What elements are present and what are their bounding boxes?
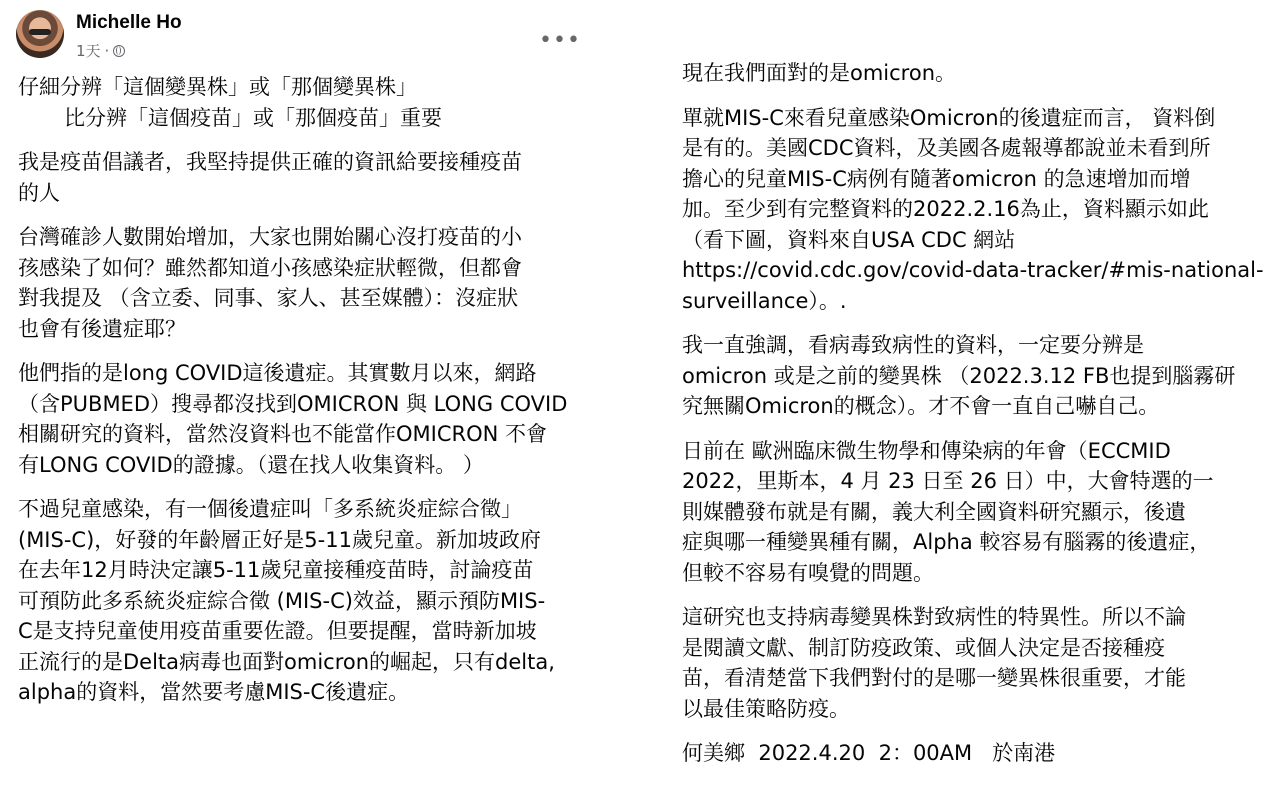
post-paragraph bbox=[682, 330, 1272, 422]
paragraph-line: C是支持兒童使用疫苗重要佐證。但要提醒，當時新加坡 bbox=[18, 619, 537, 643]
paragraph-line: 何美鄉 2022.4.20 2：00AM 於南港 bbox=[682, 741, 1056, 765]
paragraph-line: 症與哪一種變異種有關，Alpha 較容易有腦霧的後遺症， bbox=[682, 530, 1211, 554]
post-paragraph bbox=[18, 222, 614, 344]
paragraph-line: surveillance）。. bbox=[682, 288, 847, 313]
paragraph-line: 仔細分辨「這個變異株」或「那個變異株」 bbox=[18, 75, 417, 99]
paragraph-line: 台灣確診人數開始增加，大家也開始關心沒打疫苗的小 bbox=[18, 225, 522, 249]
post-paragraph bbox=[682, 738, 1272, 769]
post-meta bbox=[76, 40, 125, 61]
paragraph-line: 我一直強調，看病毒致病性的資料，一定要分辨是 bbox=[682, 333, 1144, 357]
paragraph-line: 我是疫苗倡議者，我堅持提供正確的資訊給要接種疫苗 bbox=[18, 150, 522, 174]
globe-icon bbox=[113, 45, 125, 57]
paragraph-line: 在去年12月時決定讓5-11歲兒童接種疫苗時，討論疫苗 bbox=[18, 558, 534, 582]
paragraph-line: （看下圖，資料來自USA CDC 網站 bbox=[682, 227, 1016, 252]
post-left-column bbox=[0, 0, 620, 792]
paragraph-line: 究無關Omicron的概念）。才不會一直自己嚇自己。 bbox=[682, 394, 1160, 418]
post-body-right bbox=[682, 58, 1272, 783]
paragraph-line: 不過兒童感染，有一個後遺症叫「多系統炎症綜合徵」 bbox=[18, 497, 522, 521]
paragraph-line: 日前在 歐洲臨床微生物學和傳染病的年會（ECCMID bbox=[682, 438, 1171, 463]
paragraph-line: 對我提及 （含立委、同事、家人、甚至媒體）：沒症狀 bbox=[18, 286, 519, 310]
paragraph-line: 但較不容易有嗅覺的問題。 bbox=[682, 560, 934, 585]
avatar[interactable] bbox=[16, 10, 64, 58]
meta-separator: · bbox=[104, 41, 110, 60]
paragraph-line: 孩感染了如何？雖然都知道小孩感染症狀輕微，但都會 bbox=[18, 255, 522, 280]
paragraph-line: 則媒體發布就是有關，義大利全國資料研究顯示，後遺 bbox=[682, 499, 1186, 524]
author-name[interactable]: Michelle Ho bbox=[76, 12, 182, 33]
paragraph-line: 相關研究的資料，當然沒資料也不能當作OMICRON 不會 bbox=[18, 422, 548, 446]
post-paragraph bbox=[18, 358, 614, 480]
paragraph-line: 現在我們面對的是omicron。 bbox=[682, 61, 957, 85]
post-timestamp[interactable]: 1天 bbox=[76, 42, 101, 60]
paragraph-line: 加。至少到有完整資料的2022.2.16為止，資料顯示如此 bbox=[682, 197, 1209, 221]
paragraph-line: 擔心的兒童MIS-C病例有隨著omicron 的急速增加而增 bbox=[682, 166, 1191, 191]
paragraph-line: 2022，里斯本，4 月 23 日至 26 日）中，大會特選的一 bbox=[682, 469, 1214, 493]
paragraph-line: 可預防此多系統炎症綜合徵 (MIS-C)效益，顯示預防MIS- bbox=[18, 588, 546, 613]
post-body-left bbox=[18, 72, 614, 722]
paragraph-line: 以最佳策略防疫。 bbox=[682, 696, 850, 721]
avatar-glasses-icon bbox=[29, 29, 51, 35]
paragraph-line: 是有的。美國CDC資料，及美國各處報導都說並未看到所 bbox=[682, 136, 1211, 160]
paragraph-line: 是閱讀文獻、制訂防疫政策、或個人決定是否接種疫 bbox=[682, 635, 1165, 660]
paragraph-line: 的人 bbox=[18, 180, 60, 205]
post-right-column bbox=[662, 0, 1284, 792]
paragraph-line: （含PUBMED）搜尋都沒找到OMICRON 與 LONG COVID bbox=[18, 391, 568, 416]
paragraph-line: 這研究也支持病毒變異株對致病性的特異性。所以不論 bbox=[682, 605, 1186, 629]
post-paragraph bbox=[18, 494, 614, 708]
post-paragraph bbox=[18, 147, 614, 208]
post-paragraph bbox=[682, 602, 1272, 724]
post-paragraph bbox=[682, 436, 1272, 589]
paragraph-line: 比分辨「這個疫苗」或「那個疫苗」重要 bbox=[64, 105, 442, 130]
paragraph-line: alpha的資料，當然要考慮MIS-C後遺症。 bbox=[18, 680, 410, 704]
paragraph-line: 單就MIS-C來看兒童感染Omicron的後遺症而言， 資料倒 bbox=[682, 105, 1216, 130]
more-options-button[interactable] bbox=[539, 22, 581, 58]
more-horizontal-icon: ••• bbox=[539, 27, 581, 53]
paragraph-line: 也會有後遺症耶？ bbox=[18, 316, 186, 341]
post-paragraph bbox=[18, 72, 614, 133]
paragraph-line: 有LONG COVID的證據。（還在找人收集資料。 ） bbox=[18, 452, 484, 477]
post-paragraph bbox=[682, 103, 1272, 317]
paragraph-line: (MIS-C)，好發的年齡層正好是5-11歲兒童。新加坡政府 bbox=[18, 527, 541, 552]
paragraph-line: omicron 或是之前的變異株 （2022.3.12 FB也提到腦霧研 bbox=[682, 363, 1236, 388]
paragraph-line: 他們指的是long COVID這後遺症。其實數月以來，網路 bbox=[18, 361, 537, 385]
paragraph-line: 正流行的是Delta病毒也面對omicron的崛起，只有delta, bbox=[18, 649, 555, 674]
paragraph-line: https://covid.cdc.gov/covid-data-tracker/#mis-national- bbox=[682, 258, 1264, 282]
post-header bbox=[16, 8, 616, 64]
post-paragraph bbox=[682, 58, 1272, 89]
paragraph-line: 苗，看清楚當下我們對付的是哪一變異株很重要，才能 bbox=[682, 666, 1186, 690]
